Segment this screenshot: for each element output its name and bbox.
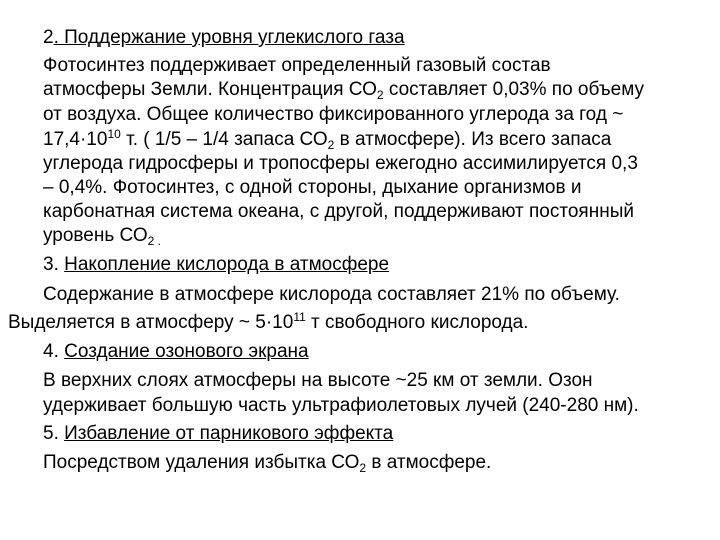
section-5-number: 5. (43, 423, 65, 444)
superscript: 11 (293, 310, 306, 324)
subscript: 2 (359, 461, 367, 475)
section-3-line-2 (8, 311, 528, 335)
section-2-line-4 (43, 128, 611, 152)
section-4-line-2: удерживает большую часть ультрафиолетовых лучей (240-280 нм). (43, 395, 639, 416)
section-4-heading (43, 340, 309, 364)
section-3-line-1: Содержание в атмосфере кислорода составляет 21% по объему. (43, 284, 620, 305)
text-run: составляет 0,03% по объему (383, 79, 644, 100)
text-run: атмосферы Земли. Концентрация СО (43, 79, 377, 100)
section-2-line-8 (43, 224, 161, 248)
text-run: в атмосфере). Из всего запаса (334, 129, 612, 150)
text-run: т свободного кислорода. (305, 312, 529, 333)
section-2-number: 2 (43, 27, 54, 48)
section-4-line-1: В верхних слоях атмосферы на высоте ~25 км от земли. Озон (43, 370, 593, 391)
text-run: Посредством удаления избытка СО (43, 452, 360, 473)
superscript: 10 (107, 127, 121, 141)
section-2-heading (43, 26, 405, 50)
text-run: т. ( 1/5 – 1/4 запаса СО (120, 129, 328, 150)
subscript: 2 (327, 138, 335, 152)
section-3-number: 3. (43, 254, 65, 275)
text-run: Выделяется в атмосферу ~ 5·10 (8, 312, 294, 333)
subscript: 2 . (147, 234, 161, 248)
section-4-title: Создание озонового экрана (64, 341, 309, 362)
section-2-title: . Поддержание уровня углекислого газа (53, 27, 405, 48)
section-4-number: 4. (43, 341, 65, 362)
section-3-heading (43, 253, 389, 277)
text-run: уровень СО (43, 225, 148, 246)
text-run: 17,4·10 (43, 129, 108, 150)
section-2-line-5: углерода гидросферы и тропосферы ежегодно ассимилируется 0,3 (43, 153, 638, 174)
section-5-title: Избавление от парникового эффекта (64, 423, 394, 444)
section-5-line-1 (43, 451, 491, 475)
text-run: в атмосфере. (366, 452, 492, 473)
section-2-line-7: карбонатная система океана, с другой, поддерживают постоянный (43, 201, 634, 222)
section-2-line-3: от воздуха. Общее количество фиксированного углерода за год ~ (43, 104, 624, 125)
section-3-title: Накопление кислорода в атмосфере (64, 254, 390, 275)
section-2-line-2 (43, 78, 644, 102)
section-5-heading (43, 422, 393, 446)
section-2-line-1: Фотосинтез поддерживает определенный газовый состав (43, 55, 551, 76)
section-2-line-6: – 0,4%. Фотосинтез, с одной стороны, дыхание организмов и (43, 177, 582, 198)
subscript: 2 (376, 88, 384, 102)
